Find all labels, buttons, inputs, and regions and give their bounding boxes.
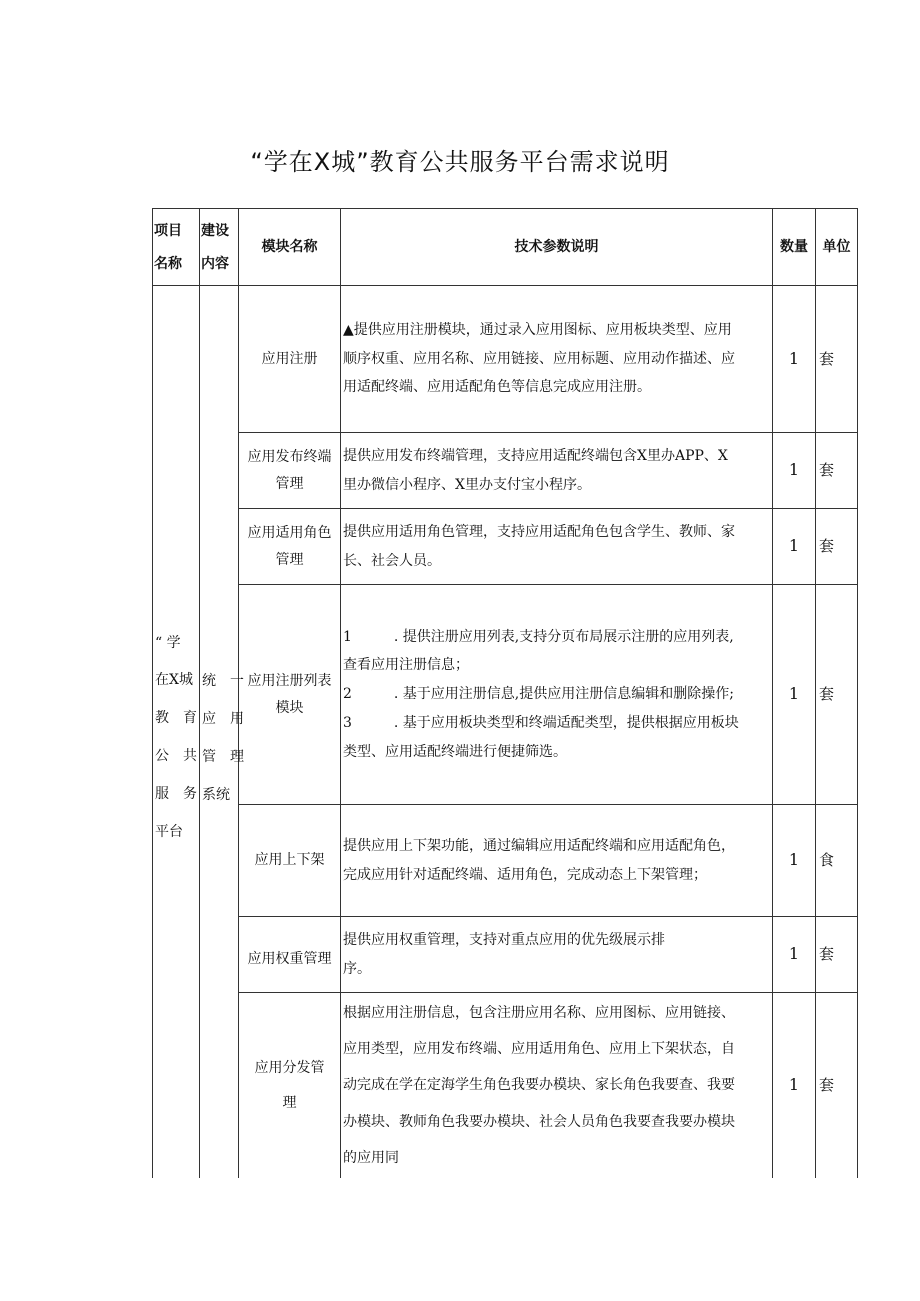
- build-content-cell: [200, 664, 244, 814]
- unit-cell: 套: [819, 349, 835, 368]
- module-name-line: 管理: [275, 551, 304, 568]
- spec-cell: [341, 805, 772, 916]
- spec-line: 序。: [343, 960, 371, 977]
- module-name-line: 应用注册列表: [247, 672, 332, 689]
- header-build-content: [201, 210, 238, 285]
- quantity-cell: 1: [788, 684, 800, 704]
- build-content-line: 应 用: [202, 711, 244, 728]
- spec-line: 的应用同: [343, 1150, 399, 1167]
- project-name-line: 服 务: [155, 785, 197, 802]
- module-name-cell: [239, 509, 340, 584]
- build-content-line: 统 一: [202, 673, 244, 690]
- spec-cell: [341, 433, 772, 508]
- unit-cell: 套: [819, 685, 835, 704]
- project-name-line: 平台: [155, 823, 183, 840]
- header-quantity: 数量: [780, 239, 808, 256]
- spec-cell: [341, 993, 772, 1178]
- module-name: 应用注册: [261, 350, 318, 367]
- project-name-line: 公 共: [155, 748, 197, 764]
- quantity-cell: 1: [788, 850, 800, 870]
- spec-line: 里办微信小程序、X里办支付宝小程序。: [343, 476, 591, 493]
- project-name-cell: [153, 628, 199, 848]
- header-project-line: 名称: [154, 255, 182, 272]
- quantity-cell: 1: [788, 536, 800, 556]
- unit-cell: 套: [819, 537, 835, 556]
- build-content-line: 系统: [202, 786, 230, 803]
- quantity-cell: 1: [788, 460, 800, 480]
- module-name: 应用权重管理: [247, 951, 332, 968]
- spec-line: 查看应用注册信息；: [343, 657, 469, 674]
- spec-cell: [341, 509, 772, 584]
- spec-line: 用适配终端、应用适配角色等信息完成应用注册。: [343, 379, 651, 396]
- module-name-cell: [239, 917, 340, 992]
- module-name-cell: [239, 433, 340, 508]
- project-name-line: 教 育: [155, 710, 197, 727]
- spec-line: 顺序权重、应用名称、应用链接、应用标题、应用动作描述、应: [343, 350, 735, 367]
- spec-line: 类型、应用适配终端进行便捷筛选。: [343, 743, 567, 760]
- module-name-line: 理: [282, 1094, 297, 1111]
- quantity-cell: 1: [788, 348, 800, 368]
- quantity-cell: 1: [788, 944, 800, 964]
- header-content-line: 建设: [201, 223, 229, 240]
- table-border-top: [152, 208, 858, 209]
- module-name: 应用上下架: [254, 852, 325, 869]
- spec-line: 办模块、教师角色我要办模块、社会人员角色我要查我要办模块: [343, 1113, 735, 1130]
- spec-line: 根据应用注册信息，包含注册应用名称、应用图标、应用链接、: [343, 1004, 735, 1021]
- module-name-cell: [239, 993, 340, 1178]
- module-name-cell: [239, 286, 340, 432]
- spec-line: 提供应用上下架功能，通过编辑应用适配终端和应用适配角色，: [343, 837, 735, 854]
- header-project-line: 项目: [154, 223, 182, 240]
- spec-cell: [341, 286, 772, 432]
- spec-line: 2 . 基于应用注册信息,提供应用注册信息编辑和删除操作;: [343, 686, 734, 703]
- header-unit: 单位: [822, 239, 851, 256]
- spec-line: 动完成在学在定海学生角色我要办模块、家长角色我要查、我要: [343, 1077, 735, 1094]
- spec-line: 1 . 提供注册应用列表,支持分页布局展示注册的应用列表,: [343, 628, 734, 645]
- spec-line: 完成应用针对适配终端、适用角色，完成动态上下架管理；: [343, 866, 707, 883]
- quantity-cell: 1: [788, 1075, 800, 1095]
- module-name-line: 应用适用角色: [247, 524, 332, 541]
- module-name-line: 应用发布终端: [247, 448, 332, 465]
- unit-cell: 套: [819, 945, 835, 964]
- spec-line: 提供应用发布终端管理，支持应用适配终端包含X里办APP、X: [343, 447, 728, 464]
- unit-cell: 套: [819, 1076, 835, 1095]
- spec-line: 3 . 基于应用板块类型和终端适配类型，提供根据应用板块: [343, 714, 739, 731]
- module-name-cell: [239, 805, 340, 916]
- spec-line: 长、社会人员。: [343, 552, 441, 569]
- header-tech-spec: 技术参数说明: [514, 239, 599, 256]
- spec-line: 应用类型，应用发布终端、应用适用角色、应用上下架状态，自: [343, 1040, 735, 1057]
- page-title: “学在X城”教育公共服务平台需求说明: [250, 148, 670, 176]
- spec-cell: [341, 917, 772, 992]
- unit-cell: 套: [819, 461, 835, 480]
- col-divider: [857, 208, 858, 1178]
- project-name-line: 在X城: [155, 672, 193, 689]
- unit-cell: 食: [819, 851, 835, 870]
- build-content-line: 管 理: [202, 749, 244, 765]
- spec-cell: [341, 585, 772, 804]
- spec-line: 提供应用适用角色管理，支持应用适配角色包含学生、教师、家: [343, 523, 735, 540]
- module-name-line: 模块: [275, 699, 304, 716]
- module-name-line: 应用分发管: [254, 1059, 325, 1076]
- header-project-name: [154, 210, 199, 285]
- module-name-line: 管理: [275, 475, 304, 492]
- module-name-cell: [239, 585, 340, 804]
- header-content-line: 内容: [201, 255, 229, 272]
- project-name-line: “ 学: [155, 634, 181, 651]
- spec-line: 提供应用权重管理，支持对重点应用的优先级展示排: [343, 931, 665, 948]
- spec-line: ▲提供应用注册模块，通过录入应用图标、应用板块类型、应用: [343, 321, 732, 338]
- header-module-name: 模块名称: [261, 239, 318, 256]
